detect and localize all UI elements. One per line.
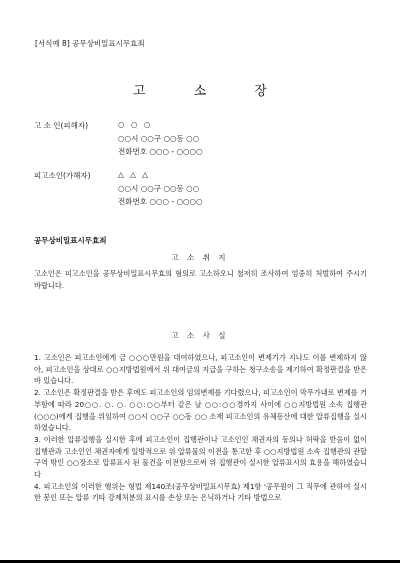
bottom-rule — [0, 560, 400, 563]
fact-item-4: 4. 피고소인의 이러한 행위는 형법 제140조(공무상비밀표시무효) 제1항 '공무원이 그 직무에 관하여 실시한 봉인 또는 압류 기타 강제처분의 표시를 손상 또는 은닉하거나 기타 방법으로 — [34, 481, 367, 503]
fact-item-1: 1. 고소인은 피고소인에게 금 ○○○만원을 대여하였으나, 피고소인이 변제기가 지나도 이를 변제하지 않아, 피고소인을 상대로 ○○지방법원에서 위 대여금의 지급을 구하는 청구소송을 제기하여 확정판결을 받은 바 있습니다. — [34, 353, 367, 386]
defendant-name: △ △ △ — [118, 170, 151, 179]
purpose-heading: 고 소 취 지 — [171, 253, 229, 262]
defendant-label: 피고소인(가해자) — [34, 171, 91, 180]
complainant-address: ○○시 ○○구 ○○동 ○○ — [118, 134, 200, 143]
complainant-phone: 전화번호 ○○○ - ○○○○ — [118, 147, 203, 156]
facts-heading: 고 소 사 실 — [171, 331, 229, 340]
purpose-paragraph: 고소인은 피고소인을 공무상비밀표시무효의 혐의로 고소하오니 철저히 조사하여 엄중히 처벌하여 주시기 바랍니다. — [34, 269, 367, 290]
document-title: 고 소 장 — [133, 84, 289, 99]
complainant-label: 고 소 인(피해자) — [34, 121, 89, 130]
complainant-name: ○ ○ ○ — [118, 120, 153, 129]
defendant-phone: 전화번호 ○○○ - ○○○○ — [118, 197, 203, 206]
form-number: [서식예 8] 공무상비밀표시무효죄 — [35, 39, 145, 48]
crime-heading: 공무상비밀표시무효죄 — [34, 236, 107, 245]
purpose-text — [34, 268, 367, 291]
fact-item-3: 3. 이러한 압류집행을 실시한 후에 피고소인이 집행관이나 고소인인 채권자의 동의나 허락을 받음이 없이 집행관과 고소인인 채권자에게 일방적으로 위 압류물의 이전을 통고한 후 ○○지방법원 소속 집행관의 관할구역 밖인 ○○장소로 압류표시 된 물건을 이전함으로써 위 집행관이 실시한 압류표시의 효용을 해하였습니다 — [34, 434, 367, 480]
defendant-address: ○○시 ○○구 ○○동 ○○ — [118, 184, 200, 193]
fact-item-2: 2. 고소인은 확정판결을 받은 후에도 피고소인의 임의변제를 기다렸으나, 피고소인이 막무가내로 변제를 거부함에 따라 20○○. ○. ○. ○○:○○부터 같은 날 ○○:○○경까지 사이에 ○○지방법원 소속 집행관(○○○)에게 집행을 위임하여 ○○시 ○○구 ○○동 ○○ 소재 피고소인의 유체동산에 대한 압류집행을 실시하였습니다. — [34, 388, 367, 433]
facts-list — [34, 352, 367, 504]
